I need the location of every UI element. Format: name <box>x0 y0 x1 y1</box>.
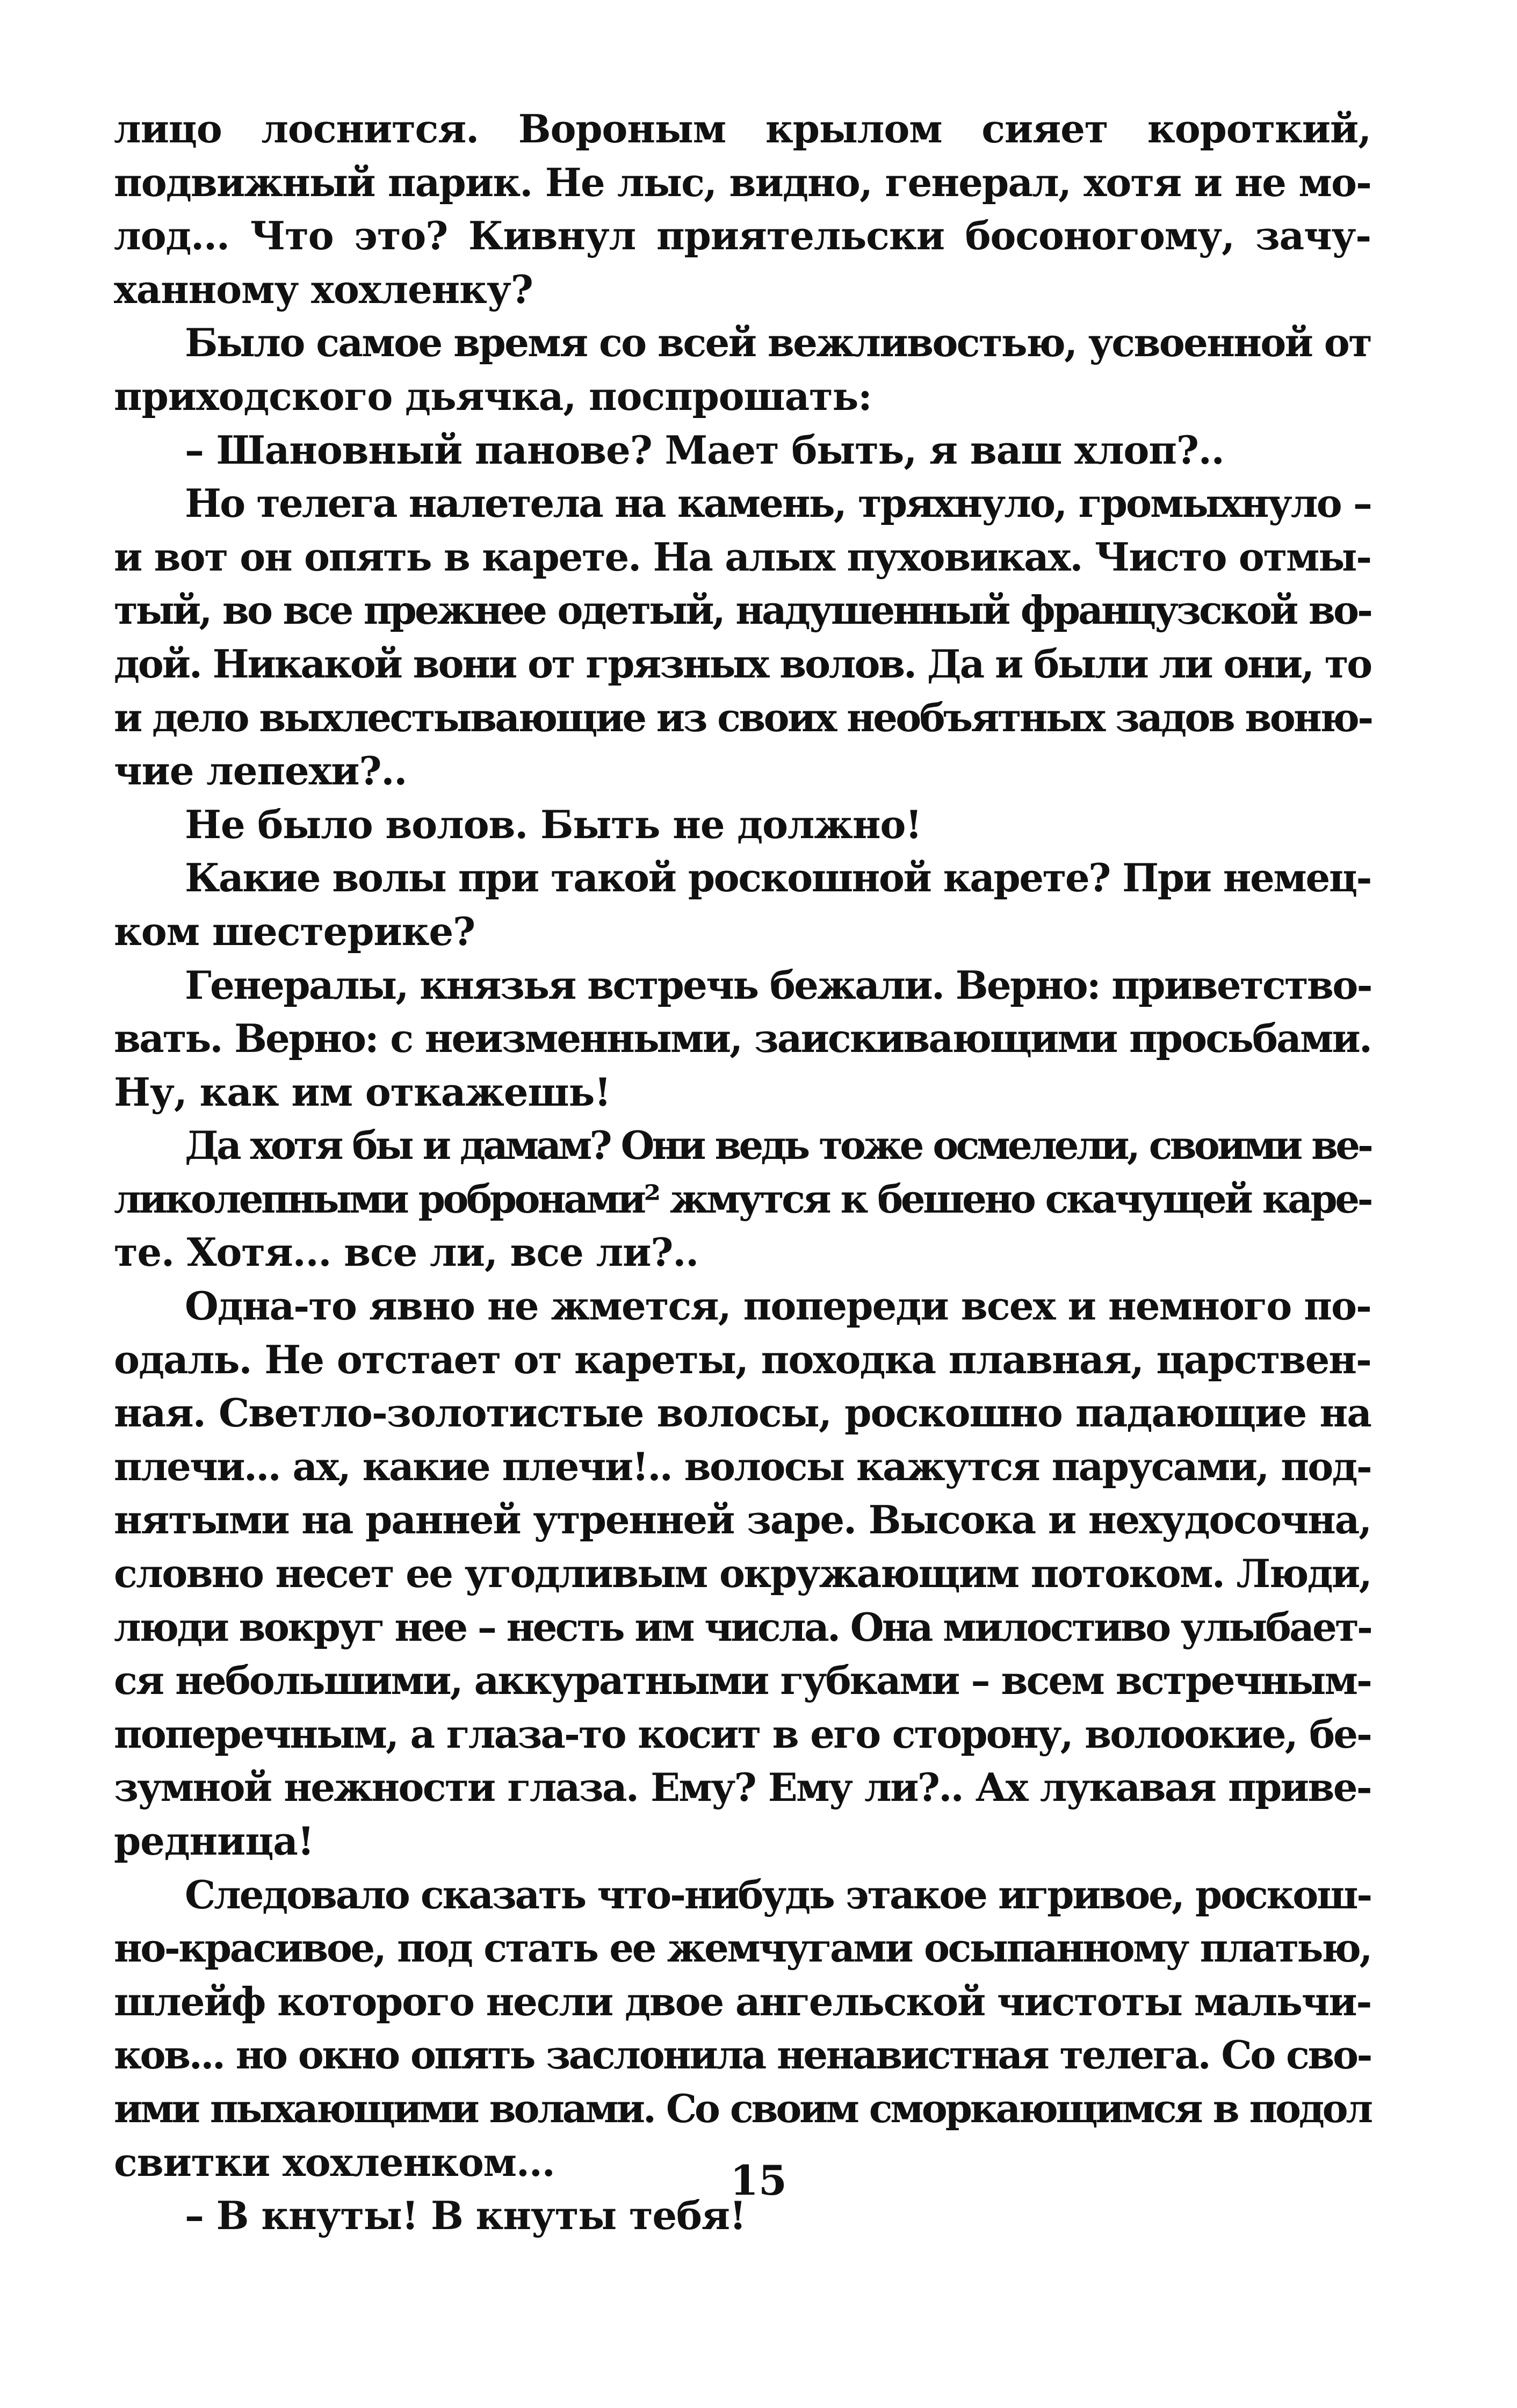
text-line: словно несет ее угодливым окружающим потоком. Люди, <box>114 1551 1371 1597</box>
text-line: Следовало сказать что-нибудь этакое игривое, роскош- <box>185 1871 1371 1917</box>
text-line: и вот он опять в карете. На алых пуховиках. Чисто отмы- <box>114 533 1371 580</box>
text-line: ханному хохленку? <box>114 266 533 312</box>
text-line: лицо лоснится. Вороным крылом сияет короткий, <box>114 106 1371 152</box>
text-line: чие лепехи?.. <box>114 748 407 794</box>
text-line: редница! <box>114 1818 314 1864</box>
text-line: зумной нежности глаза. Ему? Ему ли?.. Ах лукавая приве- <box>114 1764 1371 1811</box>
text-line: тый, во все прежнее одетый, надушенный французской во- <box>114 587 1371 633</box>
text-line: Да хотя бы и дамам? Они ведь тоже осмелели, своими ве- <box>185 1122 1371 1169</box>
text-line: и дело выхлестывающие из своих необъятных задов воню- <box>114 694 1372 740</box>
text-line: одаль. Не отстает от кареты, походка плавная, царствен- <box>114 1336 1371 1382</box>
text-line: нятыми на ранней утренней заре. Высока и нехудосочна, <box>114 1497 1371 1543</box>
text-line: дой. Никакой вони от грязных волов. Да и были ли они, то <box>114 640 1371 687</box>
text-line: ков... но окно опять заслонила ненавистная телега. Со сво- <box>114 2032 1371 2078</box>
body-text <box>114 102 1371 2243</box>
text-line: лод... Что это? Кивнул приятельски босоногому, зачу- <box>114 213 1371 259</box>
text-line: ся небольшими, аккуратными губками – всем встречным- <box>114 1657 1371 1704</box>
text-line: те. Хотя... все ли, все ли?.. <box>114 1229 698 1275</box>
text-line: свитки хохленком... <box>114 2139 555 2185</box>
text-line: ликолепными робронами² жмутся к бешено скачущей каре- <box>114 1176 1371 1222</box>
text-line: ная. Светло-золотистые волосы, роскошно падающие на <box>114 1390 1371 1436</box>
text-line: плечи... ах, какие плечи!.. волосы кажутся парусами, под- <box>114 1443 1371 1489</box>
text-line: приходского дьячка, поспрошать: <box>114 373 872 419</box>
text-line: – Шановный панове? Мает быть, я ваш хлоп?.. <box>185 427 1224 473</box>
text-line: Ну, как им откажешь! <box>114 1069 611 1115</box>
text-line: но-красивое, под стать ее жемчугами осыпанному платью, <box>114 1925 1371 1971</box>
text-line: Было самое время со всей вежливостью, усвоенной от <box>185 320 1371 366</box>
text-line: Генералы, князья встречь бежали. Верно: приветство- <box>185 962 1371 1008</box>
text-line: – В кнуты! В кнуты тебя! <box>185 2193 746 2239</box>
text-line: Какие волы при такой роскошной карете? При немец- <box>185 855 1371 901</box>
text-line: люди вокруг нее – несть им числа. Она милостиво улыбает- <box>114 1604 1371 1650</box>
text-line: ком шестерике? <box>114 908 475 954</box>
text-line: Не было волов. Быть не должно! <box>185 801 922 847</box>
text-line: поперечным, а глаза-то косит в его сторону, волоокие, бе- <box>114 1711 1371 1757</box>
text-line: подвижный парик. Не лыс, видно, генерал, хотя и не мо- <box>114 159 1371 205</box>
text-line: Но телега налетела на камень, тряхнуло, громыхнуло – <box>185 480 1371 527</box>
page-number: 15 <box>730 2157 787 2204</box>
text-line: шлейф которого несли двое ангельской чистоты мальчи- <box>114 1978 1371 2024</box>
text-line: Одна-то явно не жмется, попереди всех и немного по- <box>185 1283 1371 1329</box>
text-line: вать. Верно: с неизменными, заискивающими просьбами. <box>114 1015 1371 1062</box>
text-line: ими пыхающими волами. Со своим сморкающимся в подол <box>114 2085 1371 2131</box>
